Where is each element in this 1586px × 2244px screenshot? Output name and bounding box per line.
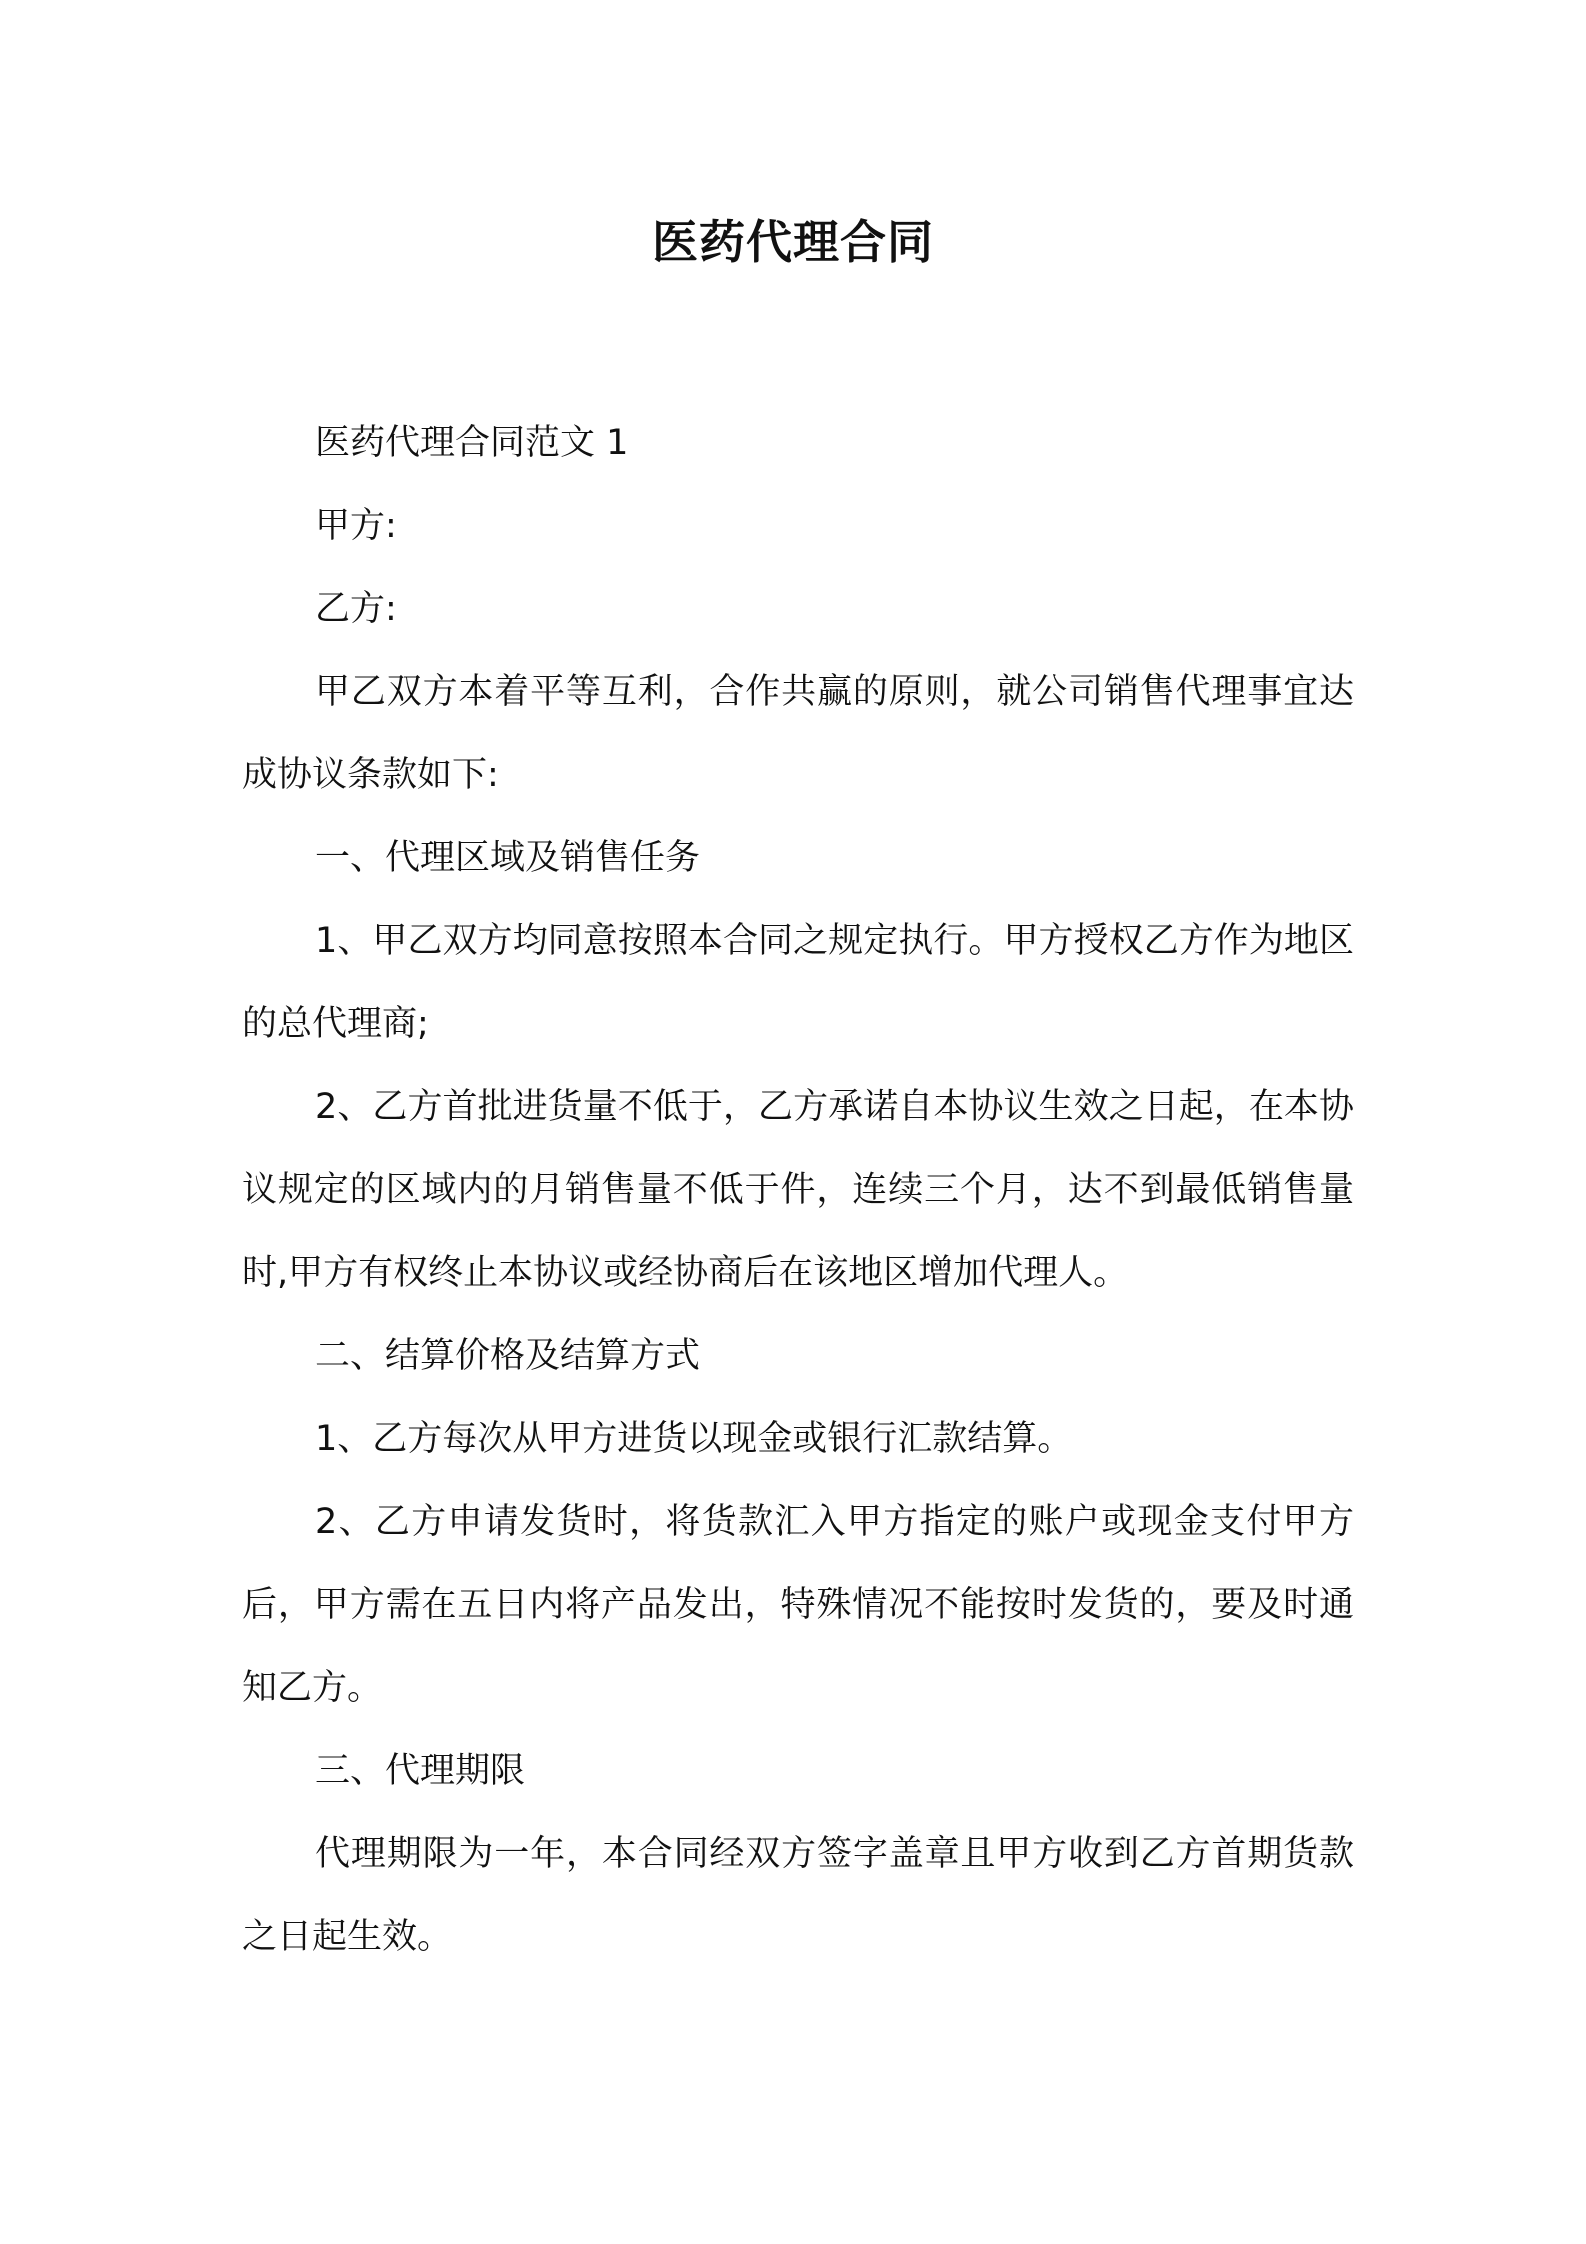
paragraph-clause-2-1: 1、乙方每次从甲方进货以现金或银行汇款结算。 bbox=[315, 1419, 1073, 1459]
paragraph-clause-1-1: 1、甲乙双方均同意按照本合同之规定执行。甲方授权乙方作为地区的总代理商; bbox=[242, 921, 1354, 1044]
section-heading-1: 一、代理区域及销售任务 bbox=[315, 838, 701, 878]
paragraph-clause-3: 代理期限为一年，本合同经双方签字盖章且甲方收到乙方首期货款之日起生效。 bbox=[242, 1834, 1354, 1957]
paragraph-party-b: 乙方: bbox=[315, 589, 397, 629]
paragraph-heading-sample: 医药代理合同范文 1 bbox=[315, 423, 629, 463]
paragraph-preamble: 甲乙双方本着平等互利，合作共赢的原则，就公司销售代理事宜达成协议条款如下: bbox=[242, 672, 1354, 795]
section-heading-3: 三、代理期限 bbox=[315, 1751, 526, 1791]
paragraph-party-a: 甲方: bbox=[315, 506, 397, 546]
paragraph-clause-2-2: 2、乙方申请发货时，将货款汇入甲方指定的账户或现金支付甲方后，甲方需在五日内将产品发出，特殊情况不能按时发货的，要及时通知乙方。 bbox=[242, 1502, 1354, 1708]
document-body bbox=[242, 402, 1354, 1979]
section-heading-2: 二、结算价格及结算方式 bbox=[315, 1336, 701, 1376]
document-title: 医药代理合同 bbox=[652, 215, 934, 269]
paragraph-clause-1-2: 2、乙方首批进货量不低于，乙方承诺自本协议生效之日起，在本协议规定的区域内的月销售量不低于件，连续三个月，达不到最低销售量时,甲方有权终止本协议或经协商后在该地区增加代理人。 bbox=[242, 1087, 1354, 1293]
